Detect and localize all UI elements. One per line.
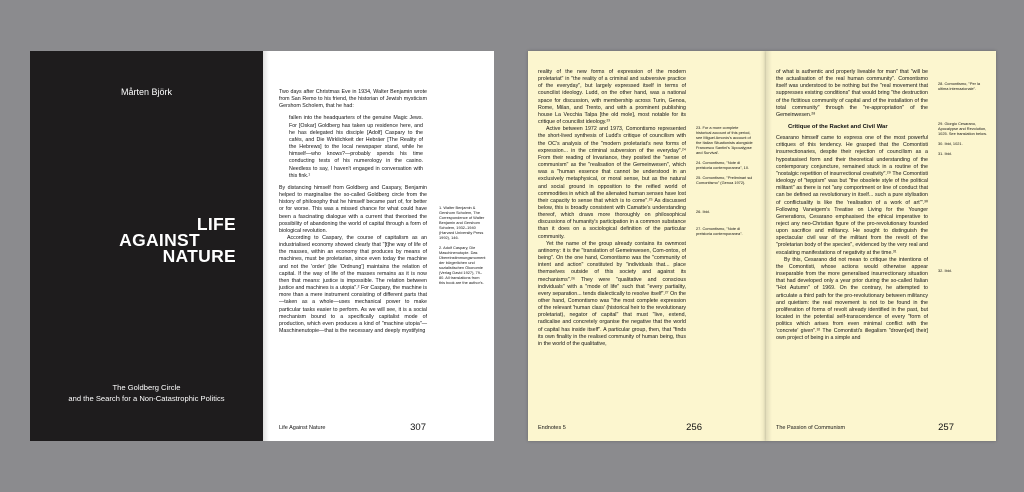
footnote: 1. Walter Benjamin & Gershom Scholem, The Correspondence of Walter Benjamin and Gershom Scholem, 1932–1940 (Harvard University Press 1992), 146. — [439, 205, 485, 240]
paragraph: Cesarano himself came to express one of the most powerful critiques of this tendency. He grasped that the Comontisti insurrectionaries, despite their rejection of councilism as a hypostasised form and their theoretical understanding of the contemporary conjuncture, remained stuck in a routine of the "nostalgic repetition of insurrectional creativity".²⁹ The Comontisti ideology of "teppism" was but "the obsolete style of the political militant" as there is not "any comportment or line of conduct that can be defined as revolutionary in itself... such a pure stylisation of conflictuality is like the 'realisation of a work of art'".³⁰ Following Vaneigem's Treatise on Living for the Younger Generations, Cesarano emphasised the ethical imperative to reject any neo-Christian figure of the pro-revolutionary founded upon sacrifice and militancy. He sought to distinguish the spectacular civil war of the militant from the revolt of the "proletarian body of the species", evidenced by the very real and escalating manifestations of negativity at the time.³¹ — [776, 135, 928, 256]
footnote: 31. Ibid. — [938, 151, 952, 156]
footnote: 32. Ibid. — [938, 268, 952, 273]
running-footer: The Passion of Communism — [776, 425, 846, 431]
paragraph: Two days after Christmas Eve in 1934, Walter Benjamin wrote from San Remo to his friend, the historian of Jewish mysticism Gershom Scholem, that he had: — [279, 89, 427, 110]
book-subtitle — [30, 382, 263, 404]
main-column — [538, 69, 686, 348]
page-number: 257 — [938, 422, 954, 433]
footnote: 30. Ibid, 1021. — [938, 141, 963, 146]
paragraph: By this, Cesarano did not mean to critique the intentions of the Comontisti, whose actions would otherwise appear inseparable from the more generalised insurrectionary situation that had developed only a year prior during the so-called Italian "Hot Autumn" of 1969. On the contrary, he attempted to articulate a third path for the pro-revolutionary between militancy and quietism: the real movement is not to be found in the proliferation of forms of revolt already identified in the past, but located in the potential self-transcendence of every "form of politics which arises from even minimal conflict with the 'concrete' given".³² The Comontisti's illegalism "drown[ed] their] own project of being in a simple and — [776, 256, 928, 342]
subtitle-line: and the Search for a Non-Catastrophic Politics — [68, 394, 225, 403]
sidenotes — [439, 205, 485, 290]
footnote: 24. Comontismo, "Note di preistoria contemporanea", 10. — [696, 160, 750, 170]
section-heading: Critique of the Racket and Civil War — [788, 124, 888, 131]
title-line: LIFE — [196, 214, 236, 234]
paragraph: Yet the name of the group already contains its ownmost antinomy: it is the "translation of Gemeinwesen, Com-ontos, of being". On the one hand, Comontismo was the "community of intent and action" constituted by "individuals that... place themselves outside of this society and against its mechanisms".²⁶ They were "qualitative and conscious individuals" with a "mode of life" such that "every partiality, every separation... tends dialectically to resolve itself".²⁷ On the other hand, Comontismo was "the most complete expression of the relevant 'human class' (historical heir to the revolutionary proletariat), negator of capital" that must "live, extend, radicalise and concretely organise the negative that the world of capital has inside itself". A particular group, then, that "finds its own finality in the realised community of human being, thus in the world of the qualitative, — [538, 240, 686, 347]
paragraph: By distancing himself from Goldberg and Caspary, Benjamin helped to marginalise the so-called Goldberg circle from the history of philosophy that he himself became part of, for better or for worse. This was a missed chance for what could have been a fascinating dialogue with a current that theorised the possibility of abandoning the world of capital through a form of biological revolution. — [279, 184, 427, 234]
sidenotes — [938, 81, 990, 278]
paragraph: reality of the new forms of expression of the modern proletariat" in "the reality of a criminal and subversive practice of the everyday", but largely expressed itself in terms of councilist ideology. Ludd, on the other hand, was a national space for discussion, with membership across Turin, Genoa, Rome, Milan, and Trento, and with a prominent publishing house La Vecchia Talpa [the old mole], most notable for its critique of councilist ideology.²³ — [538, 69, 686, 126]
text-page-307 — [263, 51, 494, 441]
block-quote: fallen into the headquarters of the genuine Magic Jews. For [Oskar] Goldberg has taken up residence here, and he has delegated his disciple [Adolf] Caspary to the cafés, and Die Wirklichkeit der Hebräer [The Reality of the Hebrews] to the local newspaper stand, while he himself—who knows?—probably spends his time conducting tests of his numerology in the casino. Needless to say, I haven't engaged in conversation with this fink.¹ — [289, 115, 423, 179]
main-column — [279, 89, 427, 335]
text-page-256 — [528, 51, 766, 441]
paragraph: of what is authentic and properly liveable for man" that "will be the actualisation of the real human community". Comontismo itself was understood to be nothing but the "real movement that suppresses existing conditions" that would bring "the destruction of the fictitious community of capital and of the installation of the total community" through the "re-appropriation" of the Gemeinwesen.²⁸ — [776, 69, 928, 118]
footnote: 23. For a more complete historical account of this period, see Miguel Amorós's account of the Italian Situationists alongside Francesco Santini's 'Apocalypse and Survival'. — [696, 125, 753, 155]
footnote: 28. Comontismo, "Per la ultima internazionale". — [938, 81, 981, 91]
subtitle-line: The Goldberg Circle — [112, 383, 181, 392]
footnote: 29. Giorgio Cesarano, Apocalypse and Revolution, 1025. See translation below. — [938, 121, 987, 136]
book-title — [119, 216, 236, 264]
page-number: 307 — [410, 422, 426, 433]
footnote: 25. Comontismo, "Preliminari sul Comontismo" (Genoa 1972). — [696, 175, 753, 185]
page-number: 256 — [686, 422, 702, 433]
footnote: 2. Adolf Caspary, Die Maschinenutopie. Das Übereinstimmungsmoment der bürgerlichen und sozialistischen Ökonomie (Verlag David 1927), 79–80. All translations from this book are the author's. — [439, 245, 486, 285]
page-gutter-shadow — [766, 51, 772, 441]
text-page-257 — [766, 51, 996, 441]
running-footer: Life Against Nature — [279, 425, 326, 431]
paragraph: Active between 1972 and 1973, Comontismo represented the short-lived synthesis of Ludd's critique of councilism with the OC's analysis of the "modern proletariat's new forms of expression... in the criminal subversion of the everyday".²⁴ From their reading of Invariance, they posited the "sense of communism" as the "realisation of the Gemeinwesen", which was a "human essence that cannot be understood in an exclusively metaphysical, or moral sense, but as the natural and social ground in opposition to the reified world of commodities in which all the alienated human senses have lost their capacity to sense that which is to come".²⁵ As discussed below, this is broadly consistent with Camatte's understanding thereof, which draws more thoroughly on philosophical discussions of humanity's participation in a common substance than it does on a sociological definition of the particular community. — [538, 126, 686, 240]
main-column — [776, 69, 928, 343]
running-footer: Endnotes 5 — [538, 425, 566, 431]
page-gutter-shadow — [263, 51, 269, 441]
author-name: Mårten Björk — [120, 87, 173, 97]
title-line: AGAINST — [119, 230, 200, 250]
sidenotes — [696, 125, 754, 241]
title-line: NATURE — [162, 246, 236, 266]
paragraph: According to Caspary, the course of capitalism as an industrialised economy showed clearly that "[t]he way of life of the masses, within an economy that produces by means of machines, must be proletarian, since even today the machine and not the 'order' [die 'Ordnung'] maintains the relation of capital. If the way of life of the masses remains as it is now then that means: justice is impossible. The relation between justice and machines is a utopia".² For Caspary, the machine is more than a mere instrument consisting of different parts that—taken as a whole—uses mechanical power to make particular tasks easier to perform. As we will see, it is a social mechanism bound to a specifically capitalist mode of production, which even produces a kind of "machine utopia"—Maschinenutopie—that is the necessary and deeply mystifying — [279, 234, 427, 334]
title-page — [30, 51, 263, 441]
footnote: 27. Comontismo, "Note di preistoria contemporanea". — [696, 226, 743, 236]
footnote: 26. Ibid. — [696, 209, 710, 214]
